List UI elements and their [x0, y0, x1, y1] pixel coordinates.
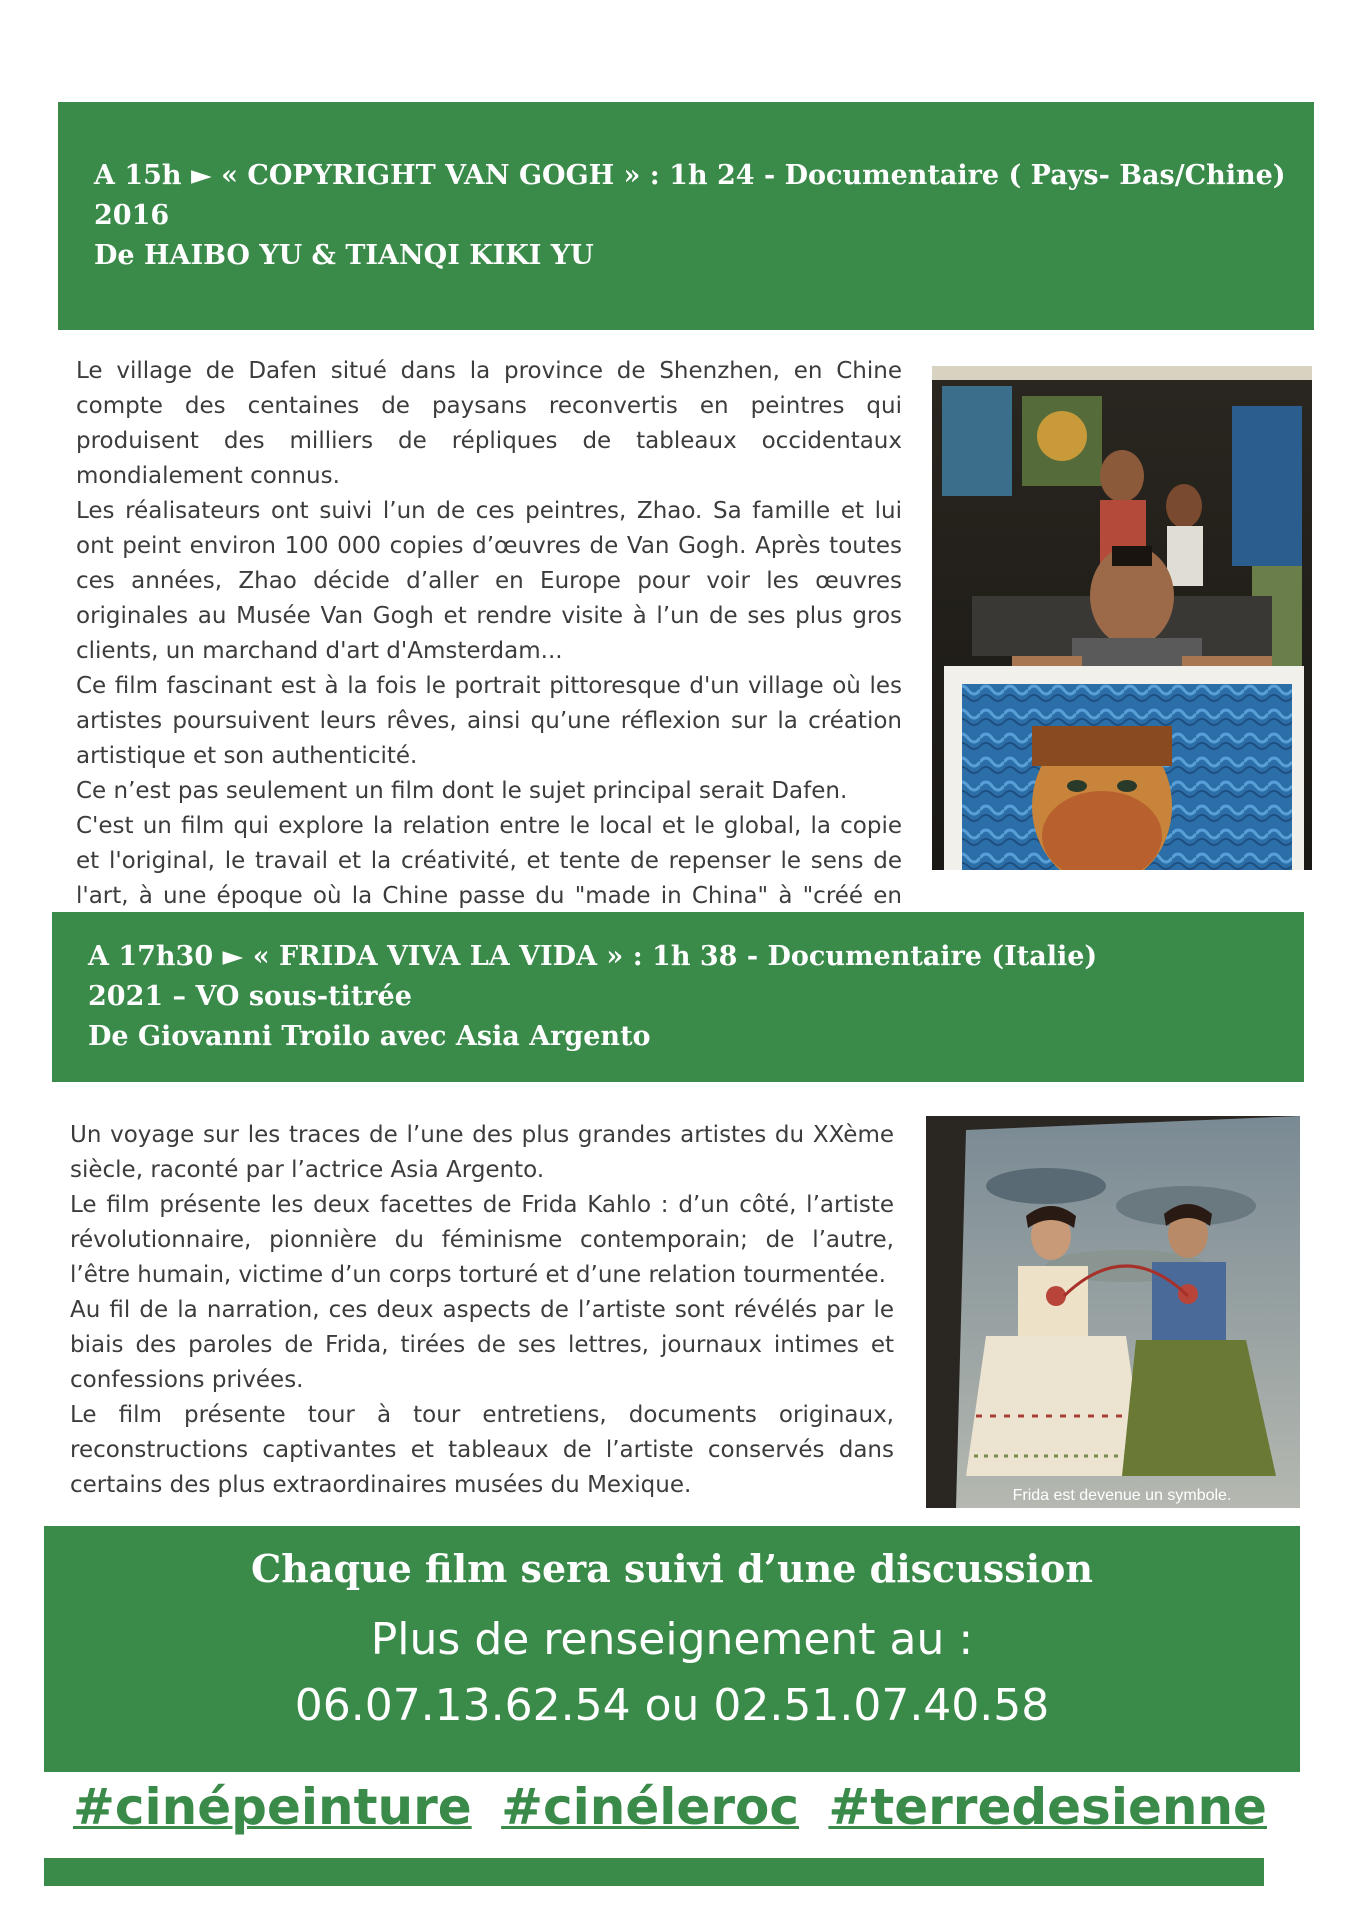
film1-year: 2016	[94, 200, 170, 231]
hashtags	[40, 1778, 1300, 1836]
hashtag-terredesienne[interactable]: #terredesienne	[828, 1778, 1267, 1836]
film1-paragraph: C'est un film qui explore la relation entre le local et le global, la copie et l'original, le travail et la créativité, et tente de repenser le sens de l'art, à une époque où la Chine passe du "made in China" à "créé en	[76, 813, 902, 909]
film1-paragraph: Les réalisateurs ont suivi l’un de ces peintres, Zhao. Sa famille et lui ont peint environ 100 000 copies d’œuvres de Van Gogh. Après toutes ces années, Zhao décide d’aller en Europe pour voir les œuvres originales au Musée Van Gogh et rendre visite à l’un de ses plus gros clients, un marchand d'art d'Amsterdam...	[76, 498, 902, 664]
hashtag-cinepeinture[interactable]: #cinépeinture	[73, 1778, 472, 1836]
film2-year: 2021 – VO sous-titrée	[88, 981, 412, 1012]
film1-paragraph: Ce film fascinant est à la fois le portrait pittoresque d'un village où les artistes poursuivent leurs rêves, ainsi qu’une réflexion sur la création artistique et son authenticité.	[76, 673, 902, 769]
film1-directors: De HAIBO YU & TIANQI KIKI YU	[94, 240, 594, 271]
film2-directors: De Giovanni Troilo avec Asia Argento	[88, 1021, 651, 1052]
film1-paragraph: Ce n’est pas seulement un film dont le sujet principal serait Dafen.	[76, 778, 848, 804]
film2-paragraph: Le film présente tour à tour entretiens, documents originaux, reconstructions captivantes et tableaux de l’artiste conservés dans certains des plus extraordinaires musées du Mexique.	[70, 1402, 894, 1498]
film2-title-line: A 17h30 ► « FRIDA VIVA LA VIDA » : 1h 38 - Documentaire (Italie)	[88, 941, 1098, 972]
film1-title-line: A 15h ► « COPYRIGHT VAN GOGH » : 1h 24 - Documentaire ( Pays- Bas/Chine)	[94, 160, 1286, 191]
bottom-stripe	[44, 1858, 1264, 1886]
info-label: Plus de renseignement au :	[370, 1614, 974, 1665]
film2-photo	[926, 1116, 1300, 1508]
film2-photo-caption: Frida est devenue un symbole.	[1012, 1487, 1232, 1504]
film1-header-band	[58, 102, 1314, 330]
two-fridas-image	[926, 1116, 1300, 1508]
discussion-notice: Chaque film sera suivi d’une discussion	[250, 1546, 1094, 1591]
phone-numbers: 06.07.13.62.54 ou 02.51.07.40.58	[294, 1680, 1050, 1731]
film1-description	[76, 354, 902, 949]
film2-paragraph: Un voyage sur les traces de l’une des plus grandes artistes du XXème siècle, raconté par l’actrice Asia Argento.	[70, 1122, 894, 1183]
film2-header-band	[52, 912, 1304, 1082]
film2-description	[70, 1118, 894, 1503]
hashtag-cineleroc[interactable]: #cinéleroc	[501, 1778, 799, 1836]
film2-paragraph: Au fil de la narration, ces deux aspects de l’artiste sont révélés par le biais des paroles de Frida, tirées de ses lettres, journaux intimes et confessions privées.	[70, 1297, 894, 1393]
footer-band	[44, 1526, 1300, 1772]
contact-info	[44, 1607, 1300, 1739]
film2-paragraph: Le film présente les deux facettes de Frida Kahlo : d’un côté, l’artiste révolutionnaire, pionnière du féminisme contemporain; de l’autre, l’être humain, victime d’un corps torturé et d’une relation tourmentée.	[70, 1192, 894, 1288]
film1-photo	[932, 366, 1312, 870]
film1-paragraph: Le village de Dafen situé dans la province de Shenzhen, en Chine compte des centaines de paysans reconvertis en peintres qui produisent des milliers de répliques de tableaux occidentaux mondialement connus.	[76, 358, 902, 489]
van-gogh-painter-image	[932, 366, 1312, 870]
